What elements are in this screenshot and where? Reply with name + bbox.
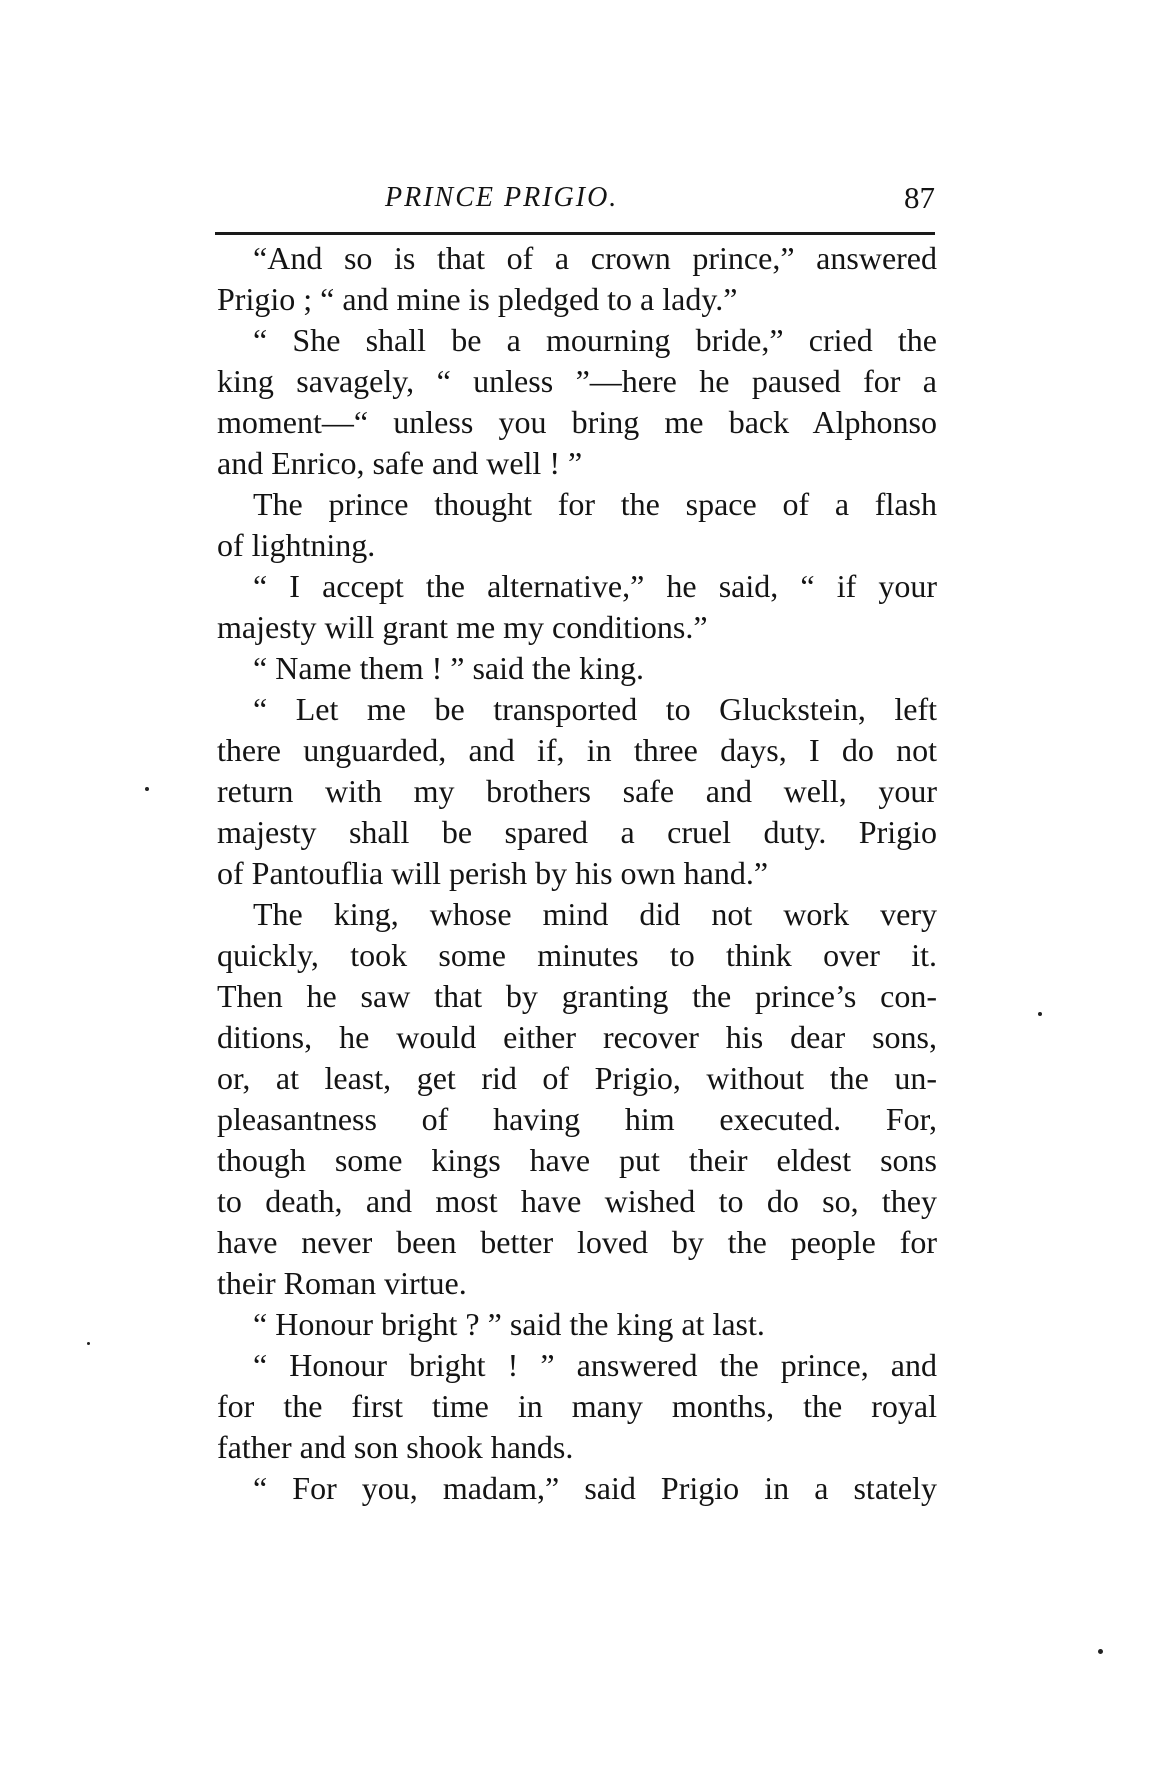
paper-speck <box>145 787 149 791</box>
paper-speck <box>1038 1012 1042 1016</box>
text-line: “ She shall be a mourning bride,” cried the <box>253 322 937 358</box>
text-line: return with my brothers safe and well, your <box>217 773 937 809</box>
header-rule <box>215 232 935 235</box>
text-line: “ Honour bright ? ” said the king at last. <box>253 1306 765 1342</box>
text-line: “ Name them ! ” said the king. <box>253 650 644 686</box>
text-line: quickly, took some minutes to think over it. <box>217 937 937 973</box>
text-line: father and son shook hands. <box>217 1429 574 1465</box>
text-line: pleasantness of having him executed. For, <box>217 1101 937 1137</box>
text-line: The king, whose mind did not work very <box>253 896 937 932</box>
text-line: ditions, he would either recover his dear sons, <box>217 1019 937 1055</box>
text-line: “And so is that of a crown prince,” answered <box>253 240 937 276</box>
text-line: “ Honour bright ! ” answered the prince, and <box>253 1347 937 1383</box>
text-line: moment—“ unless you bring me back Alphonso <box>217 404 937 440</box>
text-line: or, at least, get rid of Prigio, without the un- <box>217 1060 937 1096</box>
text-line: for the first time in many months, the royal <box>217 1388 937 1424</box>
text-line: majesty will grant me my conditions.” <box>217 609 708 645</box>
text-line: their Roman virtue. <box>217 1265 467 1301</box>
text-line: have never been better loved by the people for <box>217 1224 937 1260</box>
text-line: there unguarded, and if, in three days, I do not <box>217 732 937 768</box>
running-title: PRINCE PRIGIO. <box>385 182 619 213</box>
text-line: of Pantouflia will perish by his own hand.” <box>217 855 769 891</box>
text-line: of lightning. <box>217 527 376 563</box>
text-line: “ I accept the alternative,” he said, “ if your <box>253 568 937 604</box>
paper-speck <box>1098 1649 1103 1654</box>
text-line: The prince thought for the space of a flash <box>253 486 937 522</box>
body-text <box>217 238 937 1509</box>
text-line: Then he saw that by granting the prince’s con- <box>217 978 937 1014</box>
running-head <box>215 180 935 224</box>
paper-speck <box>87 1342 90 1345</box>
text-line: “ For you, madam,” said Prigio in a stately <box>253 1470 937 1506</box>
text-line: majesty shall be spared a cruel duty. Prigio <box>217 814 937 850</box>
text-line: “ Let me be transported to Gluckstein, left <box>253 691 937 727</box>
text-line: to death, and most have wished to do so, they <box>217 1183 937 1219</box>
text-line: and Enrico, safe and well ! ” <box>217 445 583 481</box>
text-line: Prigio ; “ and mine is pledged to a lady.” <box>217 281 738 317</box>
text-line: though some kings have put their eldest sons <box>217 1142 937 1178</box>
text-line: king savagely, “ unless ”—here he paused for a <box>217 363 937 399</box>
page-number: 87 <box>904 180 935 215</box>
